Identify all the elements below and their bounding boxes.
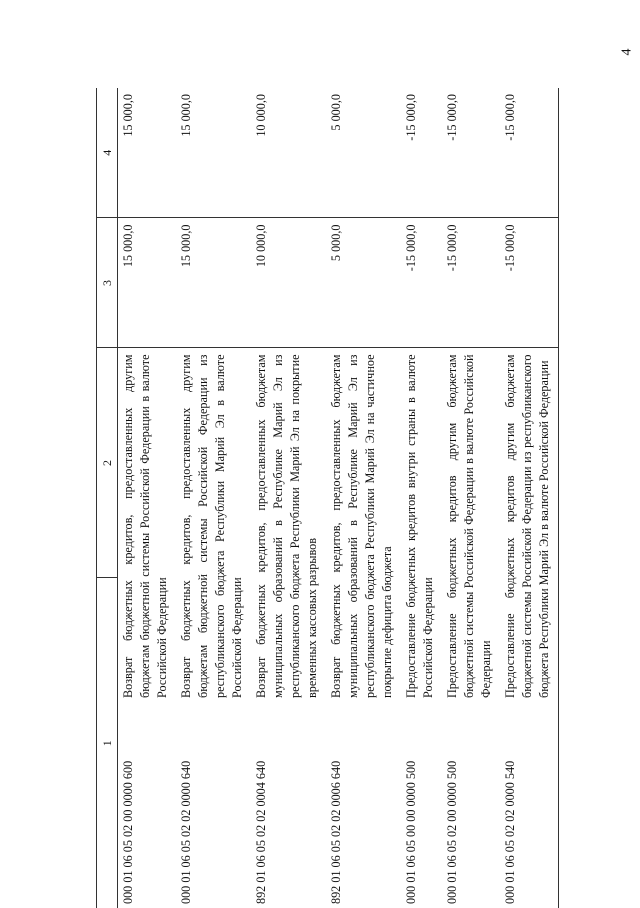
row-code-name-cell [442, 348, 500, 908]
budget-table [96, 88, 559, 908]
row-code: 000 01 06 05 02 00 0000 600 [121, 760, 135, 904]
row-col4: -15 000,0 [442, 88, 500, 218]
row-code: 000 01 06 05 02 02 0000 540 [503, 760, 517, 904]
row-col4: -15 000,0 [500, 88, 559, 218]
page-number: 4 [619, 48, 635, 56]
row-col4: 10 000,0 [251, 88, 326, 218]
row-name: Предоставление бюджетных кредитов другим бюджетам бюджетной системы Российской Федерации из республиканского бюджета Республики Марий Эл в валюте Российской Федерации [503, 354, 551, 698]
header-col-3: 3 [97, 218, 118, 348]
table-row [251, 88, 326, 908]
table-row [442, 88, 500, 908]
row-col3: -15 000,0 [500, 218, 559, 348]
row-code-name-cell [401, 348, 442, 908]
row-name: Возврат бюджетных кредитов, предоставленных другим бюджетам бюджетной системы Российской Федерации в валюте Российской Федерации [121, 354, 169, 698]
table-body [118, 88, 559, 908]
row-code: 892 01 06 05 02 02 0006 640 [329, 760, 343, 904]
table-row [326, 88, 401, 908]
row-code-name-cell [251, 348, 326, 908]
row-col3: -15 000,0 [401, 218, 442, 348]
table-header-row [97, 88, 118, 908]
header-col-2: 2 [97, 348, 118, 578]
row-name: Возврат бюджетных кредитов, предоставленных бюджетам муниципальных образований в Республике Марий Эл из республиканского бюджета Республики Марий Эл на частичное покрытие дефицита бюджета [329, 354, 394, 698]
row-code-name-cell [326, 348, 401, 908]
row-col4: 15 000,0 [118, 88, 177, 218]
table-row [118, 88, 177, 908]
row-code-name-cell [118, 348, 177, 908]
row-name: Предоставление бюджетных кредитов внутри страны в валюте Российской Федерации [404, 354, 435, 698]
row-col3: -15 000,0 [442, 218, 500, 348]
row-col4: 15 000,0 [176, 88, 251, 218]
row-col3: 15 000,0 [118, 218, 177, 348]
row-col3: 15 000,0 [176, 218, 251, 348]
row-code: 000 01 06 05 02 02 0000 640 [179, 760, 193, 904]
header-col-1: 1 [97, 578, 118, 908]
row-col3: 10 000,0 [251, 218, 326, 348]
table-row [500, 88, 559, 908]
rotated-table-container [96, 88, 640, 908]
row-code-name-cell [176, 348, 251, 908]
header-col-4: 4 [97, 88, 118, 218]
row-code: 000 01 06 05 00 00 0000 500 [404, 760, 418, 904]
row-name: Возврат бюджетных кредитов, предоставленных другим бюджетам бюджетной системы Российской Федерации из республиканского бюджета Республики Марий Эл в валюте Российской Федерации [179, 354, 244, 698]
row-code-name-cell [500, 348, 559, 908]
row-col4: 5 000,0 [326, 88, 401, 218]
row-name: Возврат бюджетных кредитов, предоставленных бюджетам муниципальных образований в Республике Марий Эл из республиканского бюджета Республики Марий Эл на покрытие временных кассовых разрывов [254, 354, 319, 698]
row-code: 892 01 06 05 02 02 0004 640 [254, 760, 268, 904]
row-col4: -15 000,0 [401, 88, 442, 218]
table-row [401, 88, 442, 908]
row-name: Предоставление бюджетных кредитов другим бюджетам бюджетной системы Российской Федерации в валюте Российской Федерации [445, 354, 493, 698]
row-col3: 5 000,0 [326, 218, 401, 348]
row-code: 000 01 06 05 02 00 0000 500 [445, 760, 459, 904]
table-row [176, 88, 251, 908]
